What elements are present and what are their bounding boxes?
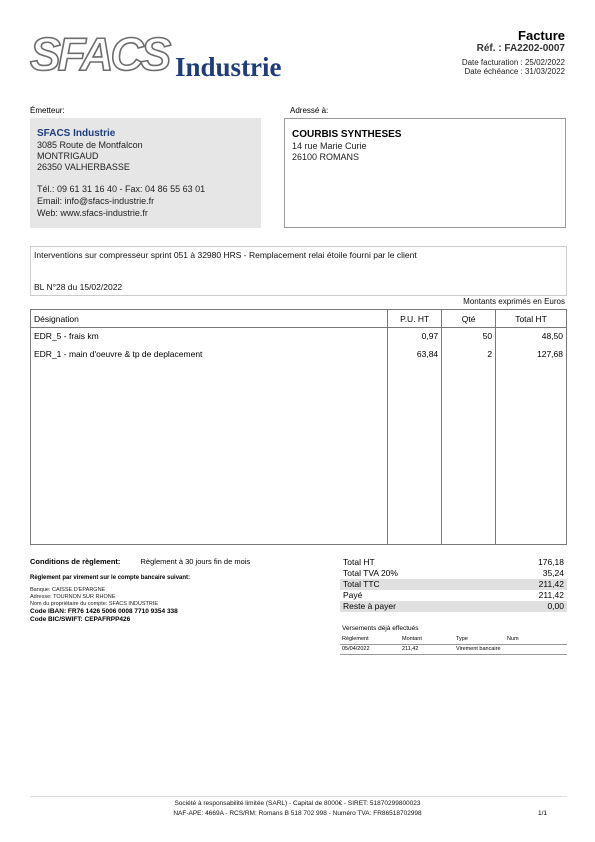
cell-designation: EDR_5 - frais km <box>31 328 388 347</box>
sender-web: Web: www.sfacs-industrie.fr <box>37 208 148 218</box>
intervention-description: Interventions sur compresseur sprint 051 à 32980 HRS - Remplacement relai étoile fourni par le client <box>34 250 417 260</box>
payment-type: Virement bancaire <box>456 646 501 652</box>
total-ht-row <box>340 557 567 568</box>
paid-row <box>340 590 567 601</box>
bank-name: Banque: CAISSE D'EPARGNE <box>30 587 106 593</box>
sender-phone: Tél.: 09 61 31 16 40 - Fax: 04 86 55 63 01 <box>37 184 206 194</box>
payment-date: 05/04/2022 <box>342 646 370 652</box>
logo-sfacs-text: SFACS <box>30 28 169 80</box>
payment-amount: 211,42 <box>402 646 419 652</box>
cell-total: 127,68 <box>496 346 567 364</box>
invoice-reference: Réf. : FA2202-0007 <box>476 43 565 54</box>
sender-email: Email: info@sfacs-industrie.fr <box>37 196 155 206</box>
conditions-value: Règlement à 30 jours fin de mois <box>140 557 251 566</box>
total-ttc-label: Total TTC <box>343 579 380 589</box>
due-date: Date échéance : 31/03/2022 <box>464 67 565 76</box>
document-title: Facture <box>518 28 565 43</box>
paid-value: 211,42 <box>538 590 564 600</box>
column-header-quantity: Qté <box>442 310 496 328</box>
payments-title: Versements déjà effectués <box>342 625 419 632</box>
column-header-designation: Désignation <box>31 310 388 328</box>
sender-address2: MONTRIGAUD <box>37 151 99 161</box>
paid-label: Payé <box>343 590 363 600</box>
bank-details <box>30 587 178 624</box>
delivery-note: BL N°28 du 15/02/2022 <box>34 282 123 292</box>
totals-block <box>340 557 567 612</box>
total-ttc-row <box>340 579 567 590</box>
footer-company-info: Société à responsabilité limitée (SARL) - Capital de 8000€ - SIRET: 51870299800023 <box>174 800 421 807</box>
cell-designation: EDR_1 - main d'oeuvre & tp de deplacement <box>31 346 388 364</box>
payments-header-type: Type <box>456 636 468 642</box>
cell-quantity: 2 <box>442 346 496 364</box>
payment-conditions <box>30 557 250 566</box>
cell-total: 48,50 <box>496 328 567 347</box>
sender-label: Émetteur: <box>30 106 65 115</box>
recipient-label: Adressé à: <box>290 106 329 115</box>
recipient-address1: 14 rue Marie Curie <box>292 141 367 151</box>
payment-row <box>340 644 567 655</box>
bank-address: Adresse: TOURNON SUR RHONE <box>30 594 116 600</box>
recipient-name: COURBIS SYNTHESES <box>292 129 402 140</box>
table-empty-space <box>31 364 567 545</box>
payments-header-num: Num <box>507 636 519 642</box>
total-tva-label: Total TVA 20% <box>343 568 398 578</box>
page-number: 1/1 <box>537 810 547 817</box>
sender-name: SFACS Industrie <box>37 128 116 139</box>
recipient-box <box>284 118 566 228</box>
recipient-address2: 26100 ROMANS <box>292 152 360 162</box>
payments-header-row <box>340 635 567 644</box>
footer-registration-info: NAF-APE: 4669A - RCS/RM: Romans B 518 702 998 - Numéro TVA: FR86518702998 <box>173 810 422 817</box>
invoice-items-table <box>30 309 567 545</box>
total-tva-value: 35,24 <box>542 568 564 578</box>
remaining-row <box>340 601 567 612</box>
transfer-title: Règlement par virement sur le compte bancaire suivant: <box>30 575 191 581</box>
column-header-unit-price: P.U. HT <box>388 310 442 328</box>
cell-unit-price: 63,84 <box>388 346 442 364</box>
sender-box <box>30 118 261 228</box>
total-ttc-value: 211,42 <box>538 579 564 589</box>
total-tva-row <box>340 568 567 579</box>
conditions-label: Conditions de règlement: <box>30 557 121 566</box>
account-owner: Nom du propriétaire du compte: SFACS INDUSTRIE <box>30 601 159 607</box>
company-logo <box>30 30 290 82</box>
column-header-total: Total HT <box>496 310 567 328</box>
table-row <box>31 328 567 347</box>
currency-note: Montants exprimés en Euros <box>463 297 565 306</box>
logo-industrie-text: Industrie <box>175 52 282 82</box>
remaining-label: Reste à payer <box>343 601 396 611</box>
intervention-note-box <box>30 246 567 296</box>
bic-code: Code BIC/SWIFT: CEPAFRPP426 <box>30 616 131 623</box>
invoice-date: Date facturation : 25/02/2022 <box>461 58 565 67</box>
iban-code: Code IBAN: FR76 1426 5006 0008 7710 9354 338 <box>30 608 178 615</box>
cell-quantity: 50 <box>442 328 496 347</box>
sender-address1: 3085 Route de Montfalcon <box>37 140 143 150</box>
payments-header-date: Règlement <box>342 636 369 642</box>
total-ht-label: Total HT <box>343 557 375 567</box>
footer-divider <box>30 796 567 797</box>
cell-unit-price: 0,97 <box>388 328 442 347</box>
table-row <box>31 346 567 364</box>
remaining-value: 0,00 <box>547 601 564 611</box>
total-ht-value: 176,18 <box>538 557 564 567</box>
table-header-row <box>31 310 567 328</box>
payments-header-amount: Montant <box>402 636 422 642</box>
sender-address3: 26350 VALHERBASSE <box>37 162 130 172</box>
